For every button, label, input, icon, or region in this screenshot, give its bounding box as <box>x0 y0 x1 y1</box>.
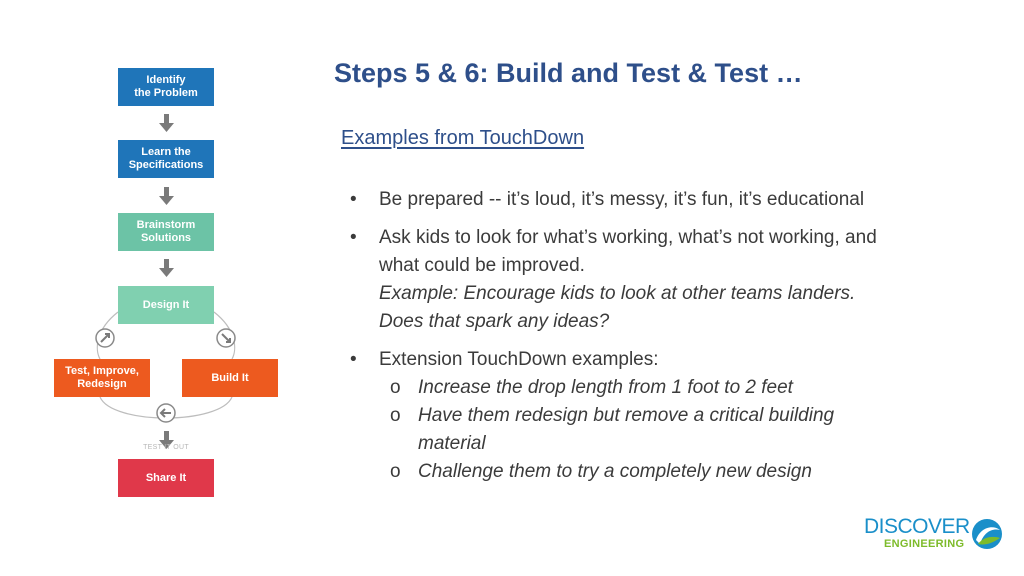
bullet-item: • Be prepared -- it’s loud, it’s messy, it’s fun, it’s educational <box>350 186 890 214</box>
step-brainstorm-solutions: Brainstorm Solutions <box>118 213 214 251</box>
sub-bullet-icon: o <box>390 405 401 426</box>
logo-text-bottom: ENGINEERING <box>884 538 965 550</box>
bullet-dot-icon: • <box>350 189 357 210</box>
sub-item: o Challenge them to try a completely new design <box>350 458 890 486</box>
step-identify-problem: Identify the Problem <box>118 68 214 106</box>
test-it-out-label: TEST IT OUT <box>143 444 189 451</box>
bullet-example: Example: Encourage kids to look at other teams landers. Does that spark any ideas? <box>379 283 856 332</box>
step-share-it: Share It <box>118 459 214 497</box>
sub-item: o Increase the drop length from 1 foot to 2 feet <box>350 374 890 402</box>
sub-bullet-icon: o <box>390 461 401 482</box>
sub-item: o Have them redesign but remove a critical building material <box>350 402 890 458</box>
logo-swirl-icon <box>970 516 1004 552</box>
step-build-it: Build It <box>182 359 278 397</box>
bullet-item: • Extension TouchDown examples: o Increase the drop length from 1 foot to 2 feet o Have them redesign but remove a critical building material o Challenge them to try a completely new design <box>350 346 890 486</box>
step-design-it: Design It <box>118 286 214 324</box>
bullet-item: • Ask kids to look for what’s working, what’s not working, and what could be improved. Example: Encourage kids to look at other teams landers. Does that spark any ideas? <box>350 224 890 336</box>
bullet-dot-icon: • <box>350 227 357 248</box>
bullet-list <box>350 186 890 496</box>
slide-title: Steps 5 & 6: Build and Test & Test … <box>334 58 803 88</box>
sub-bullet-icon: o <box>390 377 401 398</box>
discover-engineering-logo <box>864 516 1004 556</box>
step-test-improve-redesign: Test, Improve, Redesign <box>54 359 150 397</box>
slide-subtitle: Examples from TouchDown <box>341 127 585 149</box>
step-learn-specifications: Learn the Specifications <box>118 140 214 178</box>
bullet-dot-icon: • <box>350 349 357 370</box>
logo-text-top: DISCOVER <box>864 515 970 538</box>
